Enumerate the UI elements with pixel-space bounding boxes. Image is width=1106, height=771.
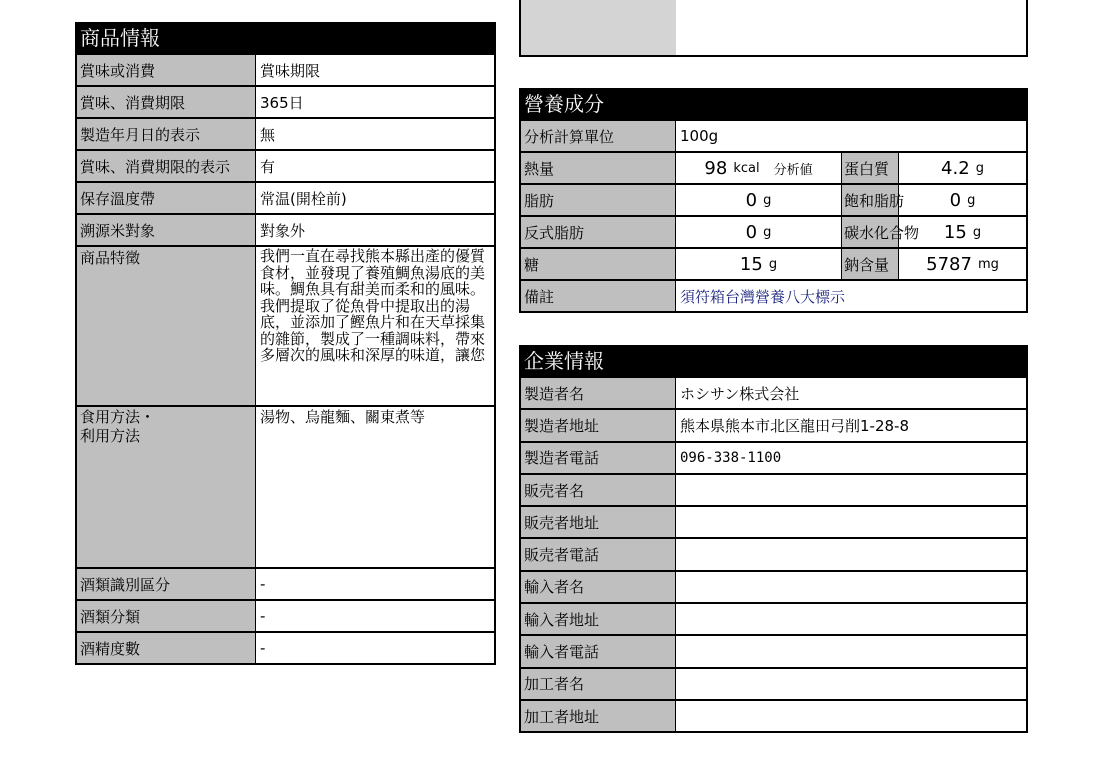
company-row — [519, 410, 1028, 442]
company-row — [519, 604, 1028, 636]
nutrient-unit: mg — [977, 256, 999, 272]
usage-label: 食用方法・ 利用方法 — [77, 407, 256, 567]
nutrient-value — [899, 153, 1026, 183]
row-label: 賞味或消費 — [77, 55, 256, 85]
alcohol-row — [75, 601, 496, 633]
product-feature-row — [75, 247, 496, 407]
nutrition-table — [519, 88, 1028, 313]
previous-table-fragment — [519, 0, 1028, 57]
row-value — [676, 572, 1026, 602]
row-value: - — [260, 639, 266, 657]
row-label: 酒類識別區分 — [77, 569, 256, 599]
row-label: 輸入者地址 — [521, 604, 676, 634]
row-label: 製造者電話 — [521, 443, 676, 473]
row-value — [676, 507, 1026, 537]
nutrition-header: 營養成分 — [519, 88, 1028, 121]
row-value — [676, 475, 1026, 505]
nutrient-label: 蛋白質 — [841, 153, 899, 183]
row-value: 有 — [260, 157, 276, 176]
nutrient-label: 碳水化合物 — [841, 217, 899, 247]
nutrient-amount: 15 — [739, 253, 763, 275]
row-label: 販売者名 — [521, 475, 676, 505]
company-row — [519, 507, 1028, 539]
row-label: 加工者名 — [521, 669, 676, 699]
row-value — [676, 539, 1026, 569]
nutrient-label: 脂肪 — [521, 185, 676, 215]
row-label: 販売者地址 — [521, 507, 676, 537]
feature-text: 我們一直在尋找熊本縣出產的優質食材，並發現了養殖鯛魚湯底的美味。鯛魚具有甜美而柔和的風味。我們提取了從魚骨中提取出的湯底，並添加了鰹魚片和在天草採集的雜節，製成了一種調味料，帶來多層次的風味和深厚的味道，讓您 — [260, 247, 486, 364]
feature-label: 商品特徵 — [77, 247, 256, 405]
row-label: 酒類分類 — [77, 601, 256, 631]
row-label: 加工者地址 — [521, 701, 676, 731]
row-value: 無 — [260, 125, 276, 144]
row-label: 製造者地址 — [521, 410, 676, 440]
analysis-tag: 分析値 — [773, 162, 813, 178]
nutrient-value — [676, 217, 841, 247]
product-info-row — [75, 87, 496, 119]
row-value: 常温(開栓前) — [260, 189, 347, 208]
row-value — [676, 604, 1026, 634]
company-row — [519, 378, 1028, 410]
nutrient-unit: g — [768, 256, 778, 272]
row-value: 熊本県熊本市北区龍田弓削1-28-8 — [680, 416, 910, 435]
nutrient-label: 熱量 — [521, 153, 676, 183]
nutrient-value — [899, 185, 1026, 215]
row-value — [676, 636, 1026, 666]
nutrient-amount: 0 — [949, 189, 962, 211]
row-value: ホシサン株式会社 — [680, 384, 800, 403]
nutrient-label: 飽和脂肪 — [841, 185, 899, 215]
nutrition-row — [519, 249, 1028, 281]
nutrient-unit: g — [975, 160, 984, 176]
note-label: 備註 — [521, 281, 676, 311]
row-value: - — [260, 575, 266, 593]
product-info-row — [75, 119, 496, 151]
nutrient-amount: 15 — [943, 221, 967, 243]
usage-row — [75, 407, 496, 569]
nutrition-unit-row — [519, 121, 1028, 153]
row-label: 酒精度數 — [77, 633, 256, 663]
company-row — [519, 636, 1028, 668]
fragment-value-cell — [676, 0, 1026, 55]
company-row — [519, 701, 1028, 733]
row-value: 賞味期限 — [260, 61, 321, 80]
row-label: 製造年月日的表示 — [77, 119, 256, 149]
usage-text: 湯物、烏龍麵、關東煮等 — [260, 408, 426, 426]
row-label: 保存溫度帶 — [77, 183, 256, 213]
product-info-row — [75, 55, 496, 87]
nutrient-label: 糖 — [521, 249, 676, 279]
nutrient-value — [676, 153, 841, 183]
row-label: 賞味、消費期限 — [77, 87, 256, 117]
product-info-row — [75, 151, 496, 183]
product-info-row — [75, 183, 496, 215]
nutrient-label: 反式脂肪 — [521, 217, 676, 247]
nutrient-amount: 0 — [745, 189, 758, 211]
row-value: 096-338-1100 — [680, 449, 782, 466]
nutrient-value — [676, 185, 841, 215]
nutrient-amount: 0 — [745, 221, 758, 243]
company-row — [519, 539, 1028, 571]
row-value — [676, 669, 1026, 699]
row-label: 製造者名 — [521, 378, 676, 408]
alcohol-row — [75, 569, 496, 601]
nutrient-label: 鈉含量 — [841, 249, 899, 279]
company-row — [519, 475, 1028, 507]
nutrition-row — [519, 153, 1028, 185]
nutrient-value — [899, 249, 1026, 279]
nutrient-unit: g — [763, 192, 772, 208]
row-label: 販売者電話 — [521, 539, 676, 569]
unit-value: 100g — [680, 127, 719, 145]
row-label: 輸入者電話 — [521, 636, 676, 666]
row-label: 溯源米對象 — [77, 215, 256, 245]
nutrient-unit: g — [967, 192, 976, 208]
note-value: 須符箱台灣營養八大標示 — [680, 287, 846, 306]
nutrient-value — [676, 249, 841, 279]
nutrition-row — [519, 217, 1028, 249]
nutrient-amount: 4.2 — [941, 157, 970, 179]
company-row — [519, 443, 1028, 475]
product-info-header: 商品情報 — [75, 22, 496, 55]
row-label: 輸入者名 — [521, 572, 676, 602]
nutrient-unit: g — [763, 224, 772, 240]
company-row — [519, 572, 1028, 604]
row-value: 365日 — [260, 93, 304, 112]
nutrition-note-row — [519, 281, 1028, 313]
row-value — [676, 701, 1026, 731]
company-row — [519, 669, 1028, 701]
row-value: 對象外 — [260, 221, 306, 240]
company-info-header: 企業情報 — [519, 345, 1028, 378]
row-label: 賞味、消費期限的表示 — [77, 151, 256, 181]
nutrition-row — [519, 185, 1028, 217]
nutrient-unit: kcal — [733, 160, 760, 176]
product-info-row — [75, 215, 496, 247]
unit-label: 分析計算單位 — [521, 121, 676, 151]
nutrient-unit: g — [972, 224, 982, 240]
nutrient-value — [899, 217, 1026, 247]
alcohol-row — [75, 633, 496, 665]
nutrient-amount: 5787 — [926, 253, 972, 275]
fragment-label-cell — [521, 0, 676, 55]
product-info-table — [75, 22, 496, 665]
company-info-table — [519, 345, 1028, 733]
nutrient-amount: 98 — [704, 157, 728, 179]
row-value: - — [260, 607, 266, 625]
